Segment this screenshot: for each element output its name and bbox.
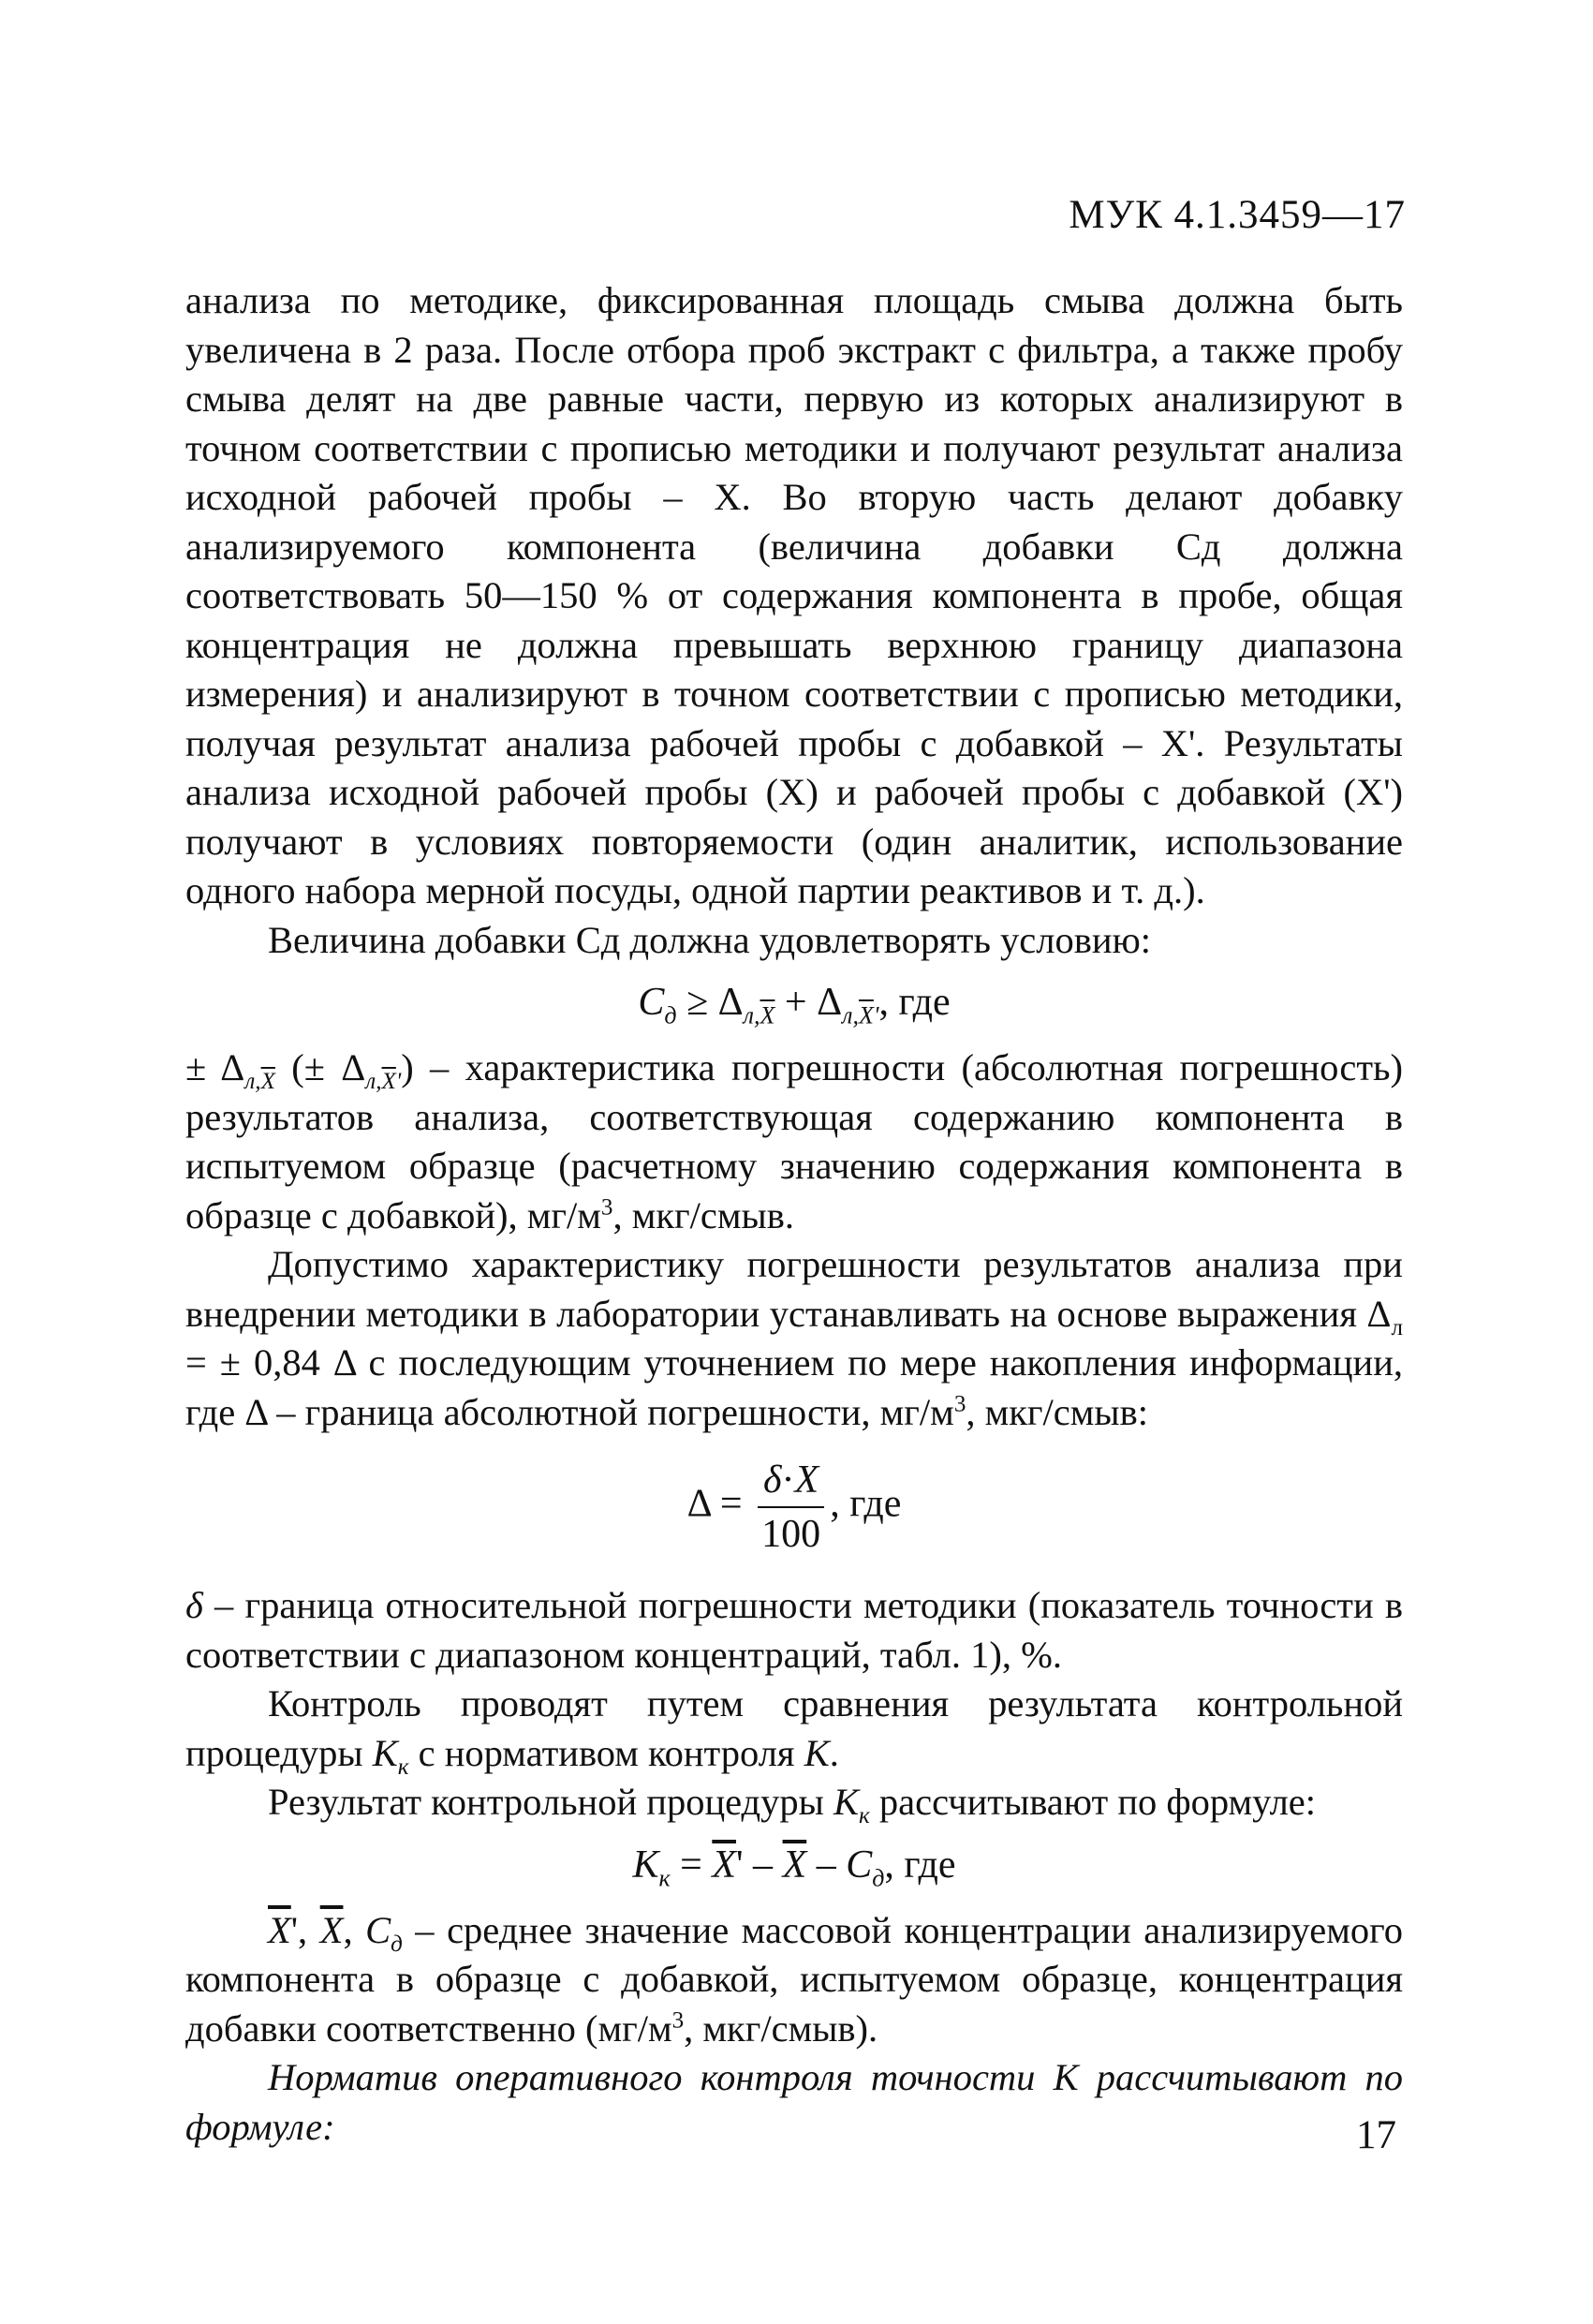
paragraph-error-estimation: Допустимо характеристику погрешности результатов анализа при внедрении методики в лаборатории устанавливать на основе выражения $\Delta_л$ = ± 0,84 Δ с последующим уточнением по мере накопления информации, где Δ – граница абсолютной погрешности, $мг/м^3$, мкг/смыв: [185, 1243, 1403, 1433]
formula-control-result: $K_к = \overline{X}' - \overline{X} - C_д$, где [632, 1843, 956, 1891]
paragraph-relative-error: δ – граница относительной погрешности методики (показатель точности в соответствии с диапазоном концентраций, табл. 1), %. [185, 1584, 1403, 1676]
formula-absolute-error: Δ = $\frac{\delta\cdot X}{100}$ , где [185, 1454, 1403, 1561]
formula-addition-condition [185, 978, 1403, 1027]
page-body [185, 276, 1403, 2152]
document-code-header: МУК 4.1.3459—17 [1069, 193, 1406, 237]
paragraph-control-comparison: Контроль проводят путем сравнения результата контрольной процедуры $K_к$ с нормативом контроля K. [185, 1682, 1403, 1780]
paragraph-error-characteristic: ± $\Delta_{л,\overline{X}}$ (± $\Delta_{л,\overline{X}'}$) – характеристика погрешности (абсолютная погрешность) результатов анализа, соответствующая содержанию компонента в испытуемом образце (расчетному значению содержания компонента в образце с добавкой), $мг/м^3$, мкг/смыв. [185, 1046, 1403, 1236]
paragraph-addition-condition: Величина добавки Cд должна удовлетворять условию: [268, 918, 1152, 961]
paragraph-control-norm: Норматив оперативного контроля точности K рассчитывают по формуле: [185, 2056, 1403, 2148]
page-number: 17 [1356, 2113, 1396, 2157]
paragraph-sample-procedure: анализа по методике, фиксированная площадь смыва должна быть увеличена в 2 раза. После отбора проб экстракт с фильтра, а также пробу смыва делят на две равные части, первую из которых анализируют в точном соответствии с прописью методики и получают результат анализа исходной рабочей пробы – X. Во вторую часть делают добавку анализируемого компонента (величина добавки Cд должна соответствовать 50—150 % от содержания компонента в пробе, общая концентрация не должна превышать верхнюю границу диапазона измерения) и анализируют в точном соответствии с прописью методики, получая результат анализа рабочей пробы с добавкой – X'. Результаты анализа исходной рабочей пробы (X) и рабочей пробы с добавкой (X') получают в условиях повторяемости (один аналитик, использование одного набора мерной посуды, одной партии реактивов и т. д.). [185, 279, 1403, 911]
paragraph-mean-values: $\overline{X}'$, $\overline{X}$, $C_д$ – среднее значение массовой концентрации анализируемого компонента в образце с добавкой, испытуемом образце, концентрация добавки соответственно ($мг/м^3$, мкг/смыв). [185, 1908, 1403, 2050]
paragraph-control-result: Результат контрольной процедуры $K_к$ рассчитывают по формуле: [268, 1781, 1317, 1829]
formula-fraction: $\frac{\delta\cdot X}{100}$ [758, 1454, 824, 1561]
formula-addition-condition-text: $C_д \ge \Delta_{л,\overline{X}} + \Delta_{л,\overline{X}'}$, где [638, 981, 951, 1029]
